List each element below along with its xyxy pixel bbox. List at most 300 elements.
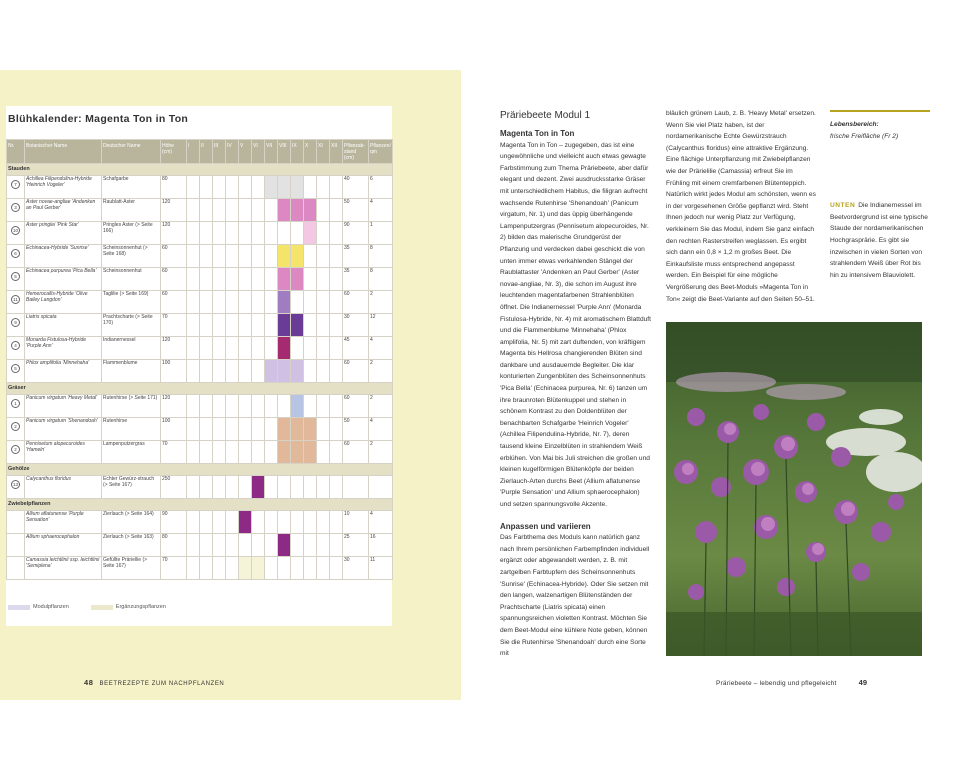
bloom-cell [226, 268, 239, 291]
header-month: IV [226, 140, 239, 164]
bloom-cell [239, 418, 252, 441]
section-row [7, 164, 393, 176]
bloom-cell [200, 360, 213, 383]
row-number: 6 [11, 249, 20, 258]
bloom-cell [317, 395, 330, 418]
spacing-cm: 50 [343, 199, 369, 222]
bloom-cell [213, 245, 226, 268]
bloom-cell [226, 222, 239, 245]
paragraph-intro: Magenta Ton in Ton – zugegeben, das ist eine ungewöhnliche und vielleicht auch etwas gewagte Farbstimmung zum Thema Präriebeete, aber dafür elegant und dezent. Zwei ausdrucksstarke Gräser mit unterschiedlichem Habitus, die filigran aufrecht wachsende Rutenhirse 'Shenandoah' (Panicum virgatum, Nr. 1) und das üppig überhängende Lampenputzergras (Pennisetum alopecuroides, Nr. 2) bilden das malerische Grundgerüst der Pflanzung und verdecken dabei geschickt die von unten immer etwas verkahlenden Stängel der Raublattaster 'Andenken an Paul Gerber' (Aster novae-angliae, Nr. 3), die schon im August ihre leuchtenden magentafarbenen Strahlenblüten öffnet. Die Indianernessel 'Purple Ann' (Monarda Fistulosa-Hybride, Nr. 4) mit aromatischem Blattduft und die Flammenblume 'Minnehaha' (Phlox amplifolia, Nr. 5) mit zart duftenden, von kräftigem Magenta bis Hellrosa changierenden Blüten sind dankbare und ausdauernde Begleiter. Die klar konturierten Zungenblüten des Scheinsonnenhuts 'Pica Bella' (Echinacea purpurea, Nr. 6) tanzen um ihre braunroten Blütenkuppel und stehen in schönem Kontrast zu den Doldenblüten der benachbarten Schafgarbe 'Heinrich Vogeler' (Achillea Filipendulina-Hybride, Nr. 7), deren tausend kleine Einzelblüten in strahlendem Weiß erblühen. Von Mai bis Juli streichen die großen und kleinen kugelförmigen Blütenköpfe der beiden Zierlauch-Arten durchs Beet (Allium aflatunense 'Purple Sensation' und Allium sphaerocephalon) und setzen spannungsvolle Akzente. [500, 141, 651, 508]
header-row [7, 140, 393, 164]
height-cm: 90 [161, 511, 187, 534]
german-name: Zierlauch (> Seite 163) [102, 534, 161, 557]
bloom-cell [330, 245, 343, 268]
header-month: IX [291, 140, 304, 164]
plants-per-sqm: 4 [369, 511, 393, 534]
row-number: 5 [11, 272, 20, 281]
bloom-cell [187, 268, 200, 291]
spacing-cm: 60 [343, 360, 369, 383]
bloom-cell [291, 557, 304, 580]
bloom-cell [252, 441, 265, 464]
bloom-cell [317, 534, 330, 557]
bloom-cell [304, 291, 317, 314]
bloom-cell [317, 360, 330, 383]
plants-per-sqm: 11 [369, 557, 393, 580]
bloom-cell [226, 395, 239, 418]
section-title: Stauden [7, 164, 393, 176]
bloom-cell [187, 176, 200, 199]
plants-per-sqm: 16 [369, 534, 393, 557]
header-month: III [213, 140, 226, 164]
bloom-cell [265, 360, 278, 383]
bloom-cell [291, 395, 304, 418]
row-number-cell [7, 360, 25, 383]
bloom-cell [265, 337, 278, 360]
bloom-cell [252, 222, 265, 245]
bloom-cell [304, 557, 317, 580]
header-month: X [304, 140, 317, 164]
bloom-cell [304, 176, 317, 199]
height-cm: 80 [161, 534, 187, 557]
page-number-right: 49 [858, 678, 868, 687]
plants-per-sqm: 2 [369, 291, 393, 314]
bloom-cell [291, 476, 304, 499]
german-name: Zierlauch (> Seite 164) [102, 511, 161, 534]
bloom-cell [291, 441, 304, 464]
plants-per-sqm [369, 476, 393, 499]
bloom-cell [252, 268, 265, 291]
height-cm: 120 [161, 337, 187, 360]
bloom-cell [330, 557, 343, 580]
table-row [7, 395, 393, 418]
row-number-cell [7, 418, 25, 441]
bloom-cell [265, 511, 278, 534]
header-german-name: Deutscher Name [102, 140, 161, 164]
calendar-grid [6, 139, 393, 580]
bloom-cell [213, 268, 226, 291]
bloom-cell [213, 222, 226, 245]
bloom-cell [200, 199, 213, 222]
bloom-cell [239, 557, 252, 580]
bloom-cell [226, 337, 239, 360]
bloom-cell [226, 176, 239, 199]
bloom-cell [239, 199, 252, 222]
bloom-cell [226, 199, 239, 222]
bloom-cell [291, 337, 304, 360]
botanical-name: Camassia leichtlinii ssp. leichtlinii 'Semiplena' [25, 557, 102, 580]
height-cm: 120 [161, 395, 187, 418]
plants-per-sqm: 8 [369, 268, 393, 291]
bloom-cell [317, 441, 330, 464]
text-column-2 [666, 108, 818, 305]
bloom-cell [265, 557, 278, 580]
bloom-cell [252, 314, 265, 337]
spacing-cm: 60 [343, 291, 369, 314]
bloom-cell [304, 441, 317, 464]
plants-per-sqm: 2 [369, 360, 393, 383]
bloom-cell [187, 314, 200, 337]
bloom-cell [187, 337, 200, 360]
section-title: Gräser [7, 383, 393, 395]
spacing-cm: 25 [343, 534, 369, 557]
bloom-cell [278, 268, 291, 291]
bloom-cell [252, 476, 265, 499]
header-month: VIII [278, 140, 291, 164]
bloom-cell [317, 222, 330, 245]
bloom-cell [278, 199, 291, 222]
row-number: 9 [11, 318, 20, 327]
bloom-cell [226, 534, 239, 557]
bloom-cell [304, 418, 317, 441]
bloom-cell [304, 476, 317, 499]
bloom-cell [187, 441, 200, 464]
botanical-name: Pennisetum alopecuroides 'Hameln' [25, 441, 102, 464]
bloom-cell [252, 360, 265, 383]
bloom-cell [291, 176, 304, 199]
table-row [7, 337, 393, 360]
bloom-cell [200, 534, 213, 557]
german-name: Scheinsonnenhut (> Seite 168) [102, 245, 161, 268]
bloom-cell [317, 476, 330, 499]
bloom-cell [239, 314, 252, 337]
bloom-cell [252, 176, 265, 199]
spacing-cm: 35 [343, 245, 369, 268]
plants-per-sqm: 1 [369, 222, 393, 245]
bloom-cell [265, 476, 278, 499]
bloom-cell [252, 557, 265, 580]
bloom-cell [304, 395, 317, 418]
caption-unten [830, 200, 930, 281]
spacing-cm: 30 [343, 314, 369, 337]
paragraph-anpassen: Das Farbthema des Moduls kann natürlich ganz nach Ihrem persönlichen Farbempfinden individuell ergänzt oder abgewandelt werden, z. B. mit zartgelben Farbtupfern des Scheinsonnenhuts 'Sunrise' (Echinacea-Hybride). Oder Sie setzen mit den langen, walzenartigen Blütenständen der Prachtscharte (Liatris spicata) einen spannungsreichen violetten Kontrast. Möchten Sie dem Beet-Modul eine kühlere Note geben, können Sie die Rutenhirse 'Shenandoah' durch eine Sorte mit [500, 534, 650, 658]
bloom-cell [265, 534, 278, 557]
bloom-cell [239, 534, 252, 557]
bloom-cell [317, 314, 330, 337]
bloom-cell [317, 418, 330, 441]
row-number-cell [7, 314, 25, 337]
bloom-cell [187, 395, 200, 418]
botanical-name: Allium sphaerocephalon [25, 534, 102, 557]
section-row [7, 499, 393, 511]
bloom-cell [304, 199, 317, 222]
bloom-cell [265, 245, 278, 268]
bloom-cell [330, 418, 343, 441]
bloom-cell [265, 314, 278, 337]
bloom-cell [226, 557, 239, 580]
bloom-cell [226, 418, 239, 441]
header-month: VI [252, 140, 265, 164]
bloom-cell [291, 291, 304, 314]
bloom-cell [239, 337, 252, 360]
botanical-name: Achillea Filipendulina-Hybride 'Heinrich Vogeler' [25, 176, 102, 199]
bloom-cell [200, 441, 213, 464]
german-name: Gefüllte Präriellie (> Seite 167) [102, 557, 161, 580]
bloom-cell [200, 337, 213, 360]
bloom-cell [278, 441, 291, 464]
bloom-cell [187, 511, 200, 534]
bloom-cell [291, 511, 304, 534]
section-title: Gehölze [7, 464, 393, 476]
bloom-cell [213, 418, 226, 441]
paragraph-col2-a: bläulich grünem Laub, z. B. 'Heavy Metal' ersetzen. Wenn Sie viel Platz haben, ist der nordamerikanische Echte Gewürzstrauch (Calycanthus floridus) eine attraktive Ergänzung. Eine flächige Unterpflanzung mit Zwiebelpflanzen wie der Prärielilie (Camassia) erfreut Sie im Frühling mit einem cremfarbenen Blütenteppich. [666, 110, 816, 187]
height-cm: 80 [161, 176, 187, 199]
bloom-cell [187, 557, 200, 580]
spacing-cm: 90 [343, 222, 369, 245]
folio-left [84, 678, 224, 687]
bloom-cell [252, 395, 265, 418]
bloom-cell [239, 476, 252, 499]
bloom-cell [278, 314, 291, 337]
row-number: 7 [11, 180, 20, 189]
bloom-cell [317, 199, 330, 222]
bloom-cell [265, 199, 278, 222]
bloom-cell [330, 360, 343, 383]
bloom-cell [278, 337, 291, 360]
row-number: 3 [11, 203, 20, 212]
german-name: Prachtscharte (> Seite 170) [102, 314, 161, 337]
table-row [7, 199, 393, 222]
row-number: 2 [11, 445, 20, 454]
bloom-cell [213, 314, 226, 337]
bloom-cell [304, 245, 317, 268]
bloom-cell [278, 245, 291, 268]
bloom-cell [213, 199, 226, 222]
spacing-cm: 40 [343, 176, 369, 199]
bloom-cell [187, 245, 200, 268]
plants-per-sqm: 4 [369, 418, 393, 441]
bloom-cell [226, 511, 239, 534]
row-number: 13 [12, 482, 18, 487]
bloom-cell [213, 511, 226, 534]
running-head-left: BEETREZEPTE ZUM NACHPFLANZEN [99, 681, 225, 687]
bloom-cell [226, 314, 239, 337]
german-name: Scheinsonnenhut [102, 268, 161, 291]
plants-per-sqm: 2 [369, 395, 393, 418]
table-row [7, 360, 393, 383]
bloom-cell [330, 441, 343, 464]
table-row [7, 268, 393, 291]
plants-per-sqm: 6 [369, 176, 393, 199]
bloom-cell [213, 337, 226, 360]
folio-right [716, 678, 867, 687]
bloom-cell [187, 418, 200, 441]
spacing-cm: 10 [343, 511, 369, 534]
german-name: Echter Gewürz-strauch (> Seite 167) [102, 476, 161, 499]
table-row [7, 557, 393, 580]
bloom-cell [239, 222, 252, 245]
bloom-cell [239, 245, 252, 268]
bloom-cell [291, 314, 304, 337]
bloom-cell [278, 222, 291, 245]
bloom-cell [187, 360, 200, 383]
spacing-cm: 35 [343, 268, 369, 291]
row-number-cell [7, 199, 25, 222]
bloom-cell [265, 418, 278, 441]
row-number: 11 [11, 295, 20, 304]
row-number-cell [7, 557, 25, 580]
text-column-1 [500, 128, 652, 660]
bloom-cell [330, 511, 343, 534]
bloom-cell [226, 291, 239, 314]
botanical-name: Panicum virgatum 'Shenandoah' [25, 418, 102, 441]
bloom-cell [213, 395, 226, 418]
subheading-magenta: Magenta Ton in Ton [500, 129, 575, 138]
bloom-cell [278, 476, 291, 499]
botanical-name: Aster novae-angliae 'Andenken an Paul Gerber' [25, 199, 102, 222]
german-name: Pringles Aster (> Seite 166) [102, 222, 161, 245]
bloom-cell [200, 395, 213, 418]
bloom-cell [291, 534, 304, 557]
table-row [7, 476, 393, 499]
row-number-cell [7, 222, 25, 245]
row-number: 5 [11, 364, 20, 373]
german-name: Lampenputzergras [102, 441, 161, 464]
row-number-cell [7, 337, 25, 360]
bloom-cell [317, 557, 330, 580]
plants-per-sqm: 2 [369, 441, 393, 464]
legend-swatch-modul [8, 605, 30, 610]
bloom-cell [278, 176, 291, 199]
bloom-cell [213, 557, 226, 580]
row-number-cell [7, 176, 25, 199]
bloom-cell [278, 418, 291, 441]
section-title: Zwiebelpflanzen [7, 499, 393, 511]
row-number: 2 [11, 422, 20, 431]
header-botanical-name: Botanischer Name [25, 140, 102, 164]
bloom-cell [200, 511, 213, 534]
bloom-cell [200, 222, 213, 245]
bloom-cell [278, 511, 291, 534]
height-cm: 60 [161, 245, 187, 268]
bloom-cell [304, 337, 317, 360]
bloom-cell [265, 395, 278, 418]
bloom-cell [226, 360, 239, 383]
bloom-cell [265, 291, 278, 314]
bloom-calendar-table [6, 139, 393, 580]
bloom-cell [200, 557, 213, 580]
monarda-photo [666, 322, 922, 656]
bloom-cell [252, 418, 265, 441]
height-cm: 70 [161, 441, 187, 464]
bloom-cell [304, 314, 317, 337]
bloom-cell [252, 291, 265, 314]
module-title: Präriebeete Modul 1 [500, 110, 591, 121]
header-spacing: Pflanzab-stand (cm) [343, 140, 369, 164]
header-nr: Nr. [7, 140, 25, 164]
bloom-cell [330, 534, 343, 557]
german-name: Flammenblume [102, 360, 161, 383]
table-row [7, 314, 393, 337]
plants-per-sqm: 8 [369, 245, 393, 268]
bloom-cell [330, 268, 343, 291]
section-row [7, 464, 393, 476]
spacing-cm: 60 [343, 441, 369, 464]
bloom-cell [330, 291, 343, 314]
bloom-cell [265, 268, 278, 291]
bloom-cell [291, 360, 304, 383]
botanical-name: Panicum virgatum 'Heavy Metal' [25, 395, 102, 418]
bloom-cell [278, 534, 291, 557]
table-row [7, 511, 393, 534]
height-cm: 60 [161, 291, 187, 314]
bloom-cell [226, 441, 239, 464]
bloom-cell [330, 199, 343, 222]
bloom-cell [278, 395, 291, 418]
header-month: VII [265, 140, 278, 164]
botanical-name: Hemerocallis-Hybride 'Olive Bailey Langdon' [25, 291, 102, 314]
bloom-cell [239, 268, 252, 291]
height-cm: 100 [161, 360, 187, 383]
accent-rule [830, 110, 930, 112]
bloom-cell [187, 222, 200, 245]
table-row [7, 534, 393, 557]
height-cm: 120 [161, 222, 187, 245]
plants-per-sqm: 4 [369, 337, 393, 360]
row-number-cell [7, 441, 25, 464]
caption-label: UNTEN [830, 202, 856, 210]
bloom-cell [226, 476, 239, 499]
bloom-cell [330, 314, 343, 337]
bloom-cell [239, 441, 252, 464]
bloom-cell [278, 557, 291, 580]
botanical-name: Phlox amplifolia 'Minnehaha' [25, 360, 102, 383]
botanical-name: Calycanthus floridus [25, 476, 102, 499]
row-number-cell [7, 511, 25, 534]
lebensbereich-value: frische Freifläche (Fr 2) [830, 132, 899, 140]
german-name: Schafgarbe [102, 176, 161, 199]
row-number: 10 [12, 228, 18, 233]
bloom-cell [187, 534, 200, 557]
header-height: Höhe (cm) [161, 140, 187, 164]
german-name: Rutenhirse (> Seite 171) [102, 395, 161, 418]
header-month: II [200, 140, 213, 164]
bloom-cell [278, 291, 291, 314]
bloom-cell [252, 511, 265, 534]
bloom-cell [291, 222, 304, 245]
header-month: XII [330, 140, 343, 164]
row-number: 1 [11, 399, 20, 408]
bloom-cell [200, 176, 213, 199]
bloom-cell [304, 222, 317, 245]
bloom-cell [239, 291, 252, 314]
bloom-cell [265, 176, 278, 199]
bloom-cell [291, 418, 304, 441]
bloom-cell [239, 360, 252, 383]
bloom-cell [291, 199, 304, 222]
height-cm: 100 [161, 418, 187, 441]
row-number-cell [7, 534, 25, 557]
header-month: V [239, 140, 252, 164]
bloom-cell [213, 476, 226, 499]
plants-per-sqm: 4 [369, 199, 393, 222]
german-name: Taglilie (> Seite 169) [102, 291, 161, 314]
caption-text: Die Indianernessel im Beetvordergrund ist eine typische Staude der nordamerikanischen Hochgrasprärie. Es gibt sie inzwischen in vielen Sorten von strahlendem Weiß über Rot bis hin zu intensivem Blauviolett. [830, 202, 928, 279]
table-row [7, 441, 393, 464]
sidebar-notes [830, 119, 930, 281]
bloom-cell [265, 222, 278, 245]
running-head-right: Präriebeete – lebendig und pflegeleicht [716, 680, 837, 687]
legend [8, 603, 166, 611]
row-number: 4 [11, 341, 20, 350]
height-cm: 70 [161, 557, 187, 580]
bloom-cell [330, 476, 343, 499]
header-per-sqm: Pflanzen/ qm [369, 140, 393, 164]
table-title: Blühkalender: Magenta Ton in Ton [8, 113, 189, 125]
legend-label-modul: Modulpflanzen [33, 604, 69, 610]
bloom-cell [252, 245, 265, 268]
table-row [7, 245, 393, 268]
botanical-name: Echinacea-Hybride 'Sunrise' [25, 245, 102, 268]
